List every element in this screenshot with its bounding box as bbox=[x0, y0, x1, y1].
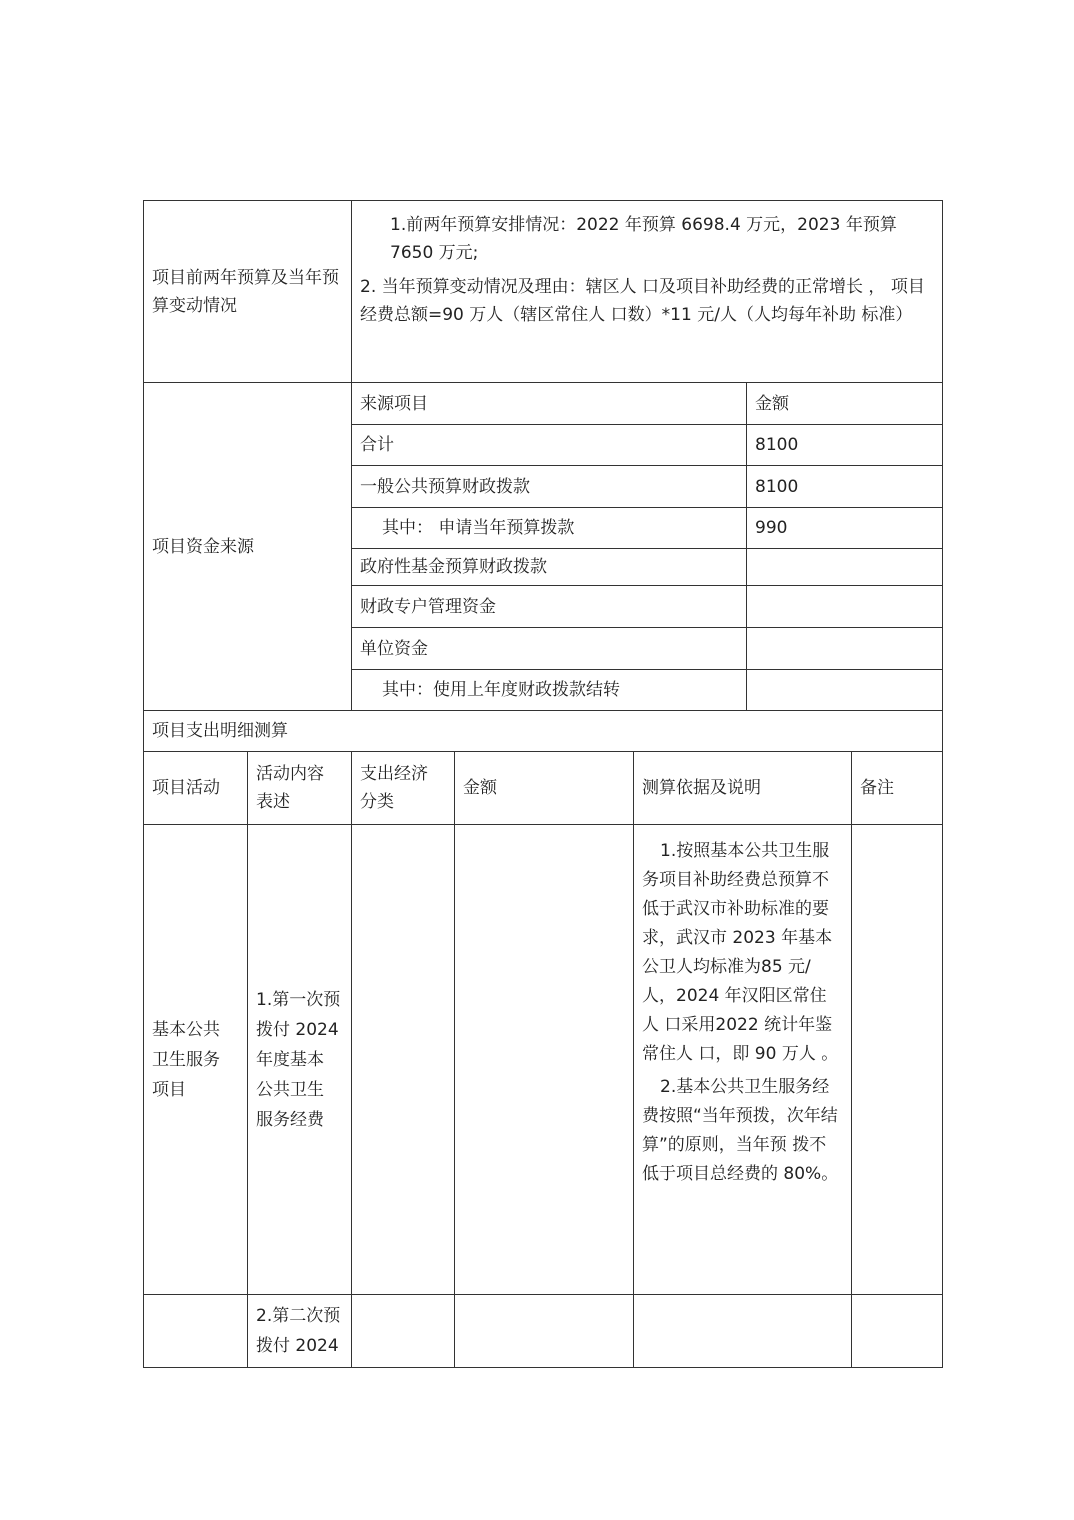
funding-amount bbox=[747, 549, 943, 586]
budget-change-row bbox=[144, 201, 943, 383]
row-amount bbox=[455, 1295, 634, 1368]
budget-history-text: 1.前两年预算安排情况：2022 年预算 6698.4 万元，2023 年预算 7650 万元; bbox=[390, 215, 897, 263]
budget-funding-table bbox=[143, 200, 943, 752]
detail-title-row bbox=[144, 711, 943, 752]
row-basis bbox=[634, 825, 852, 1295]
funding-amount bbox=[747, 670, 943, 711]
row-activity bbox=[144, 1295, 248, 1368]
detail-row bbox=[144, 1295, 943, 1368]
funding-source-label: 项目资金来源 bbox=[144, 383, 352, 711]
row-econ-class bbox=[352, 1295, 455, 1368]
header-activity: 项目活动 bbox=[144, 752, 248, 825]
basis-paragraph-1: 1.按照基本公共卫生服务项目补助经费总预算不低于武汉市补助标准的要求，武汉市 2023 年基本公卫人均标准为85 元/人，2024 年汉阳区常住人 口采用2022 统计年鉴常住人 口，即 90 万人 。 bbox=[642, 841, 839, 1064]
funding-item: 其中：使用上年度财政拨款结转 bbox=[352, 670, 747, 711]
funding-amount: 8100 bbox=[747, 466, 943, 508]
budget-change-label: 项目前两年预算及当年预算变动情况 bbox=[144, 201, 352, 383]
expenditure-detail-table bbox=[143, 751, 943, 1368]
funding-item: 合计 bbox=[352, 425, 747, 466]
row-content: 1.第一次预 拨付 2024 年度基本 公共卫生 服务经费 bbox=[248, 825, 352, 1295]
header-econ-class: 支出经济 分类 bbox=[352, 752, 455, 825]
funding-item: 一般公共预算财政拨款 bbox=[352, 466, 747, 508]
row-remark bbox=[852, 825, 943, 1295]
budget-change-reason-text: 2. 当年预算变动情况及理由：辖区人 口及项目补助经费的正常增长 ， 项目经费总额=90 万人（辖区常住人 口数）*11 元/人（人均每年补助 标准） bbox=[360, 277, 925, 325]
funding-item: 政府性基金预算财政拨款 bbox=[352, 549, 747, 586]
header-basis: 测算依据及说明 bbox=[634, 752, 852, 825]
row-econ-class bbox=[352, 825, 455, 1295]
row-amount bbox=[455, 825, 634, 1295]
row-remark bbox=[852, 1295, 943, 1368]
funding-item: 其中： 申请当年预算拨款 bbox=[352, 508, 747, 549]
funding-header-amount: 金额 bbox=[747, 383, 943, 425]
funding-item: 单位资金 bbox=[352, 628, 747, 670]
budget-change-content bbox=[352, 201, 943, 383]
header-amount: 金额 bbox=[455, 752, 634, 825]
detail-section-title: 项目支出明细测算 bbox=[144, 711, 943, 752]
funding-item: 财政专户管理资金 bbox=[352, 586, 747, 628]
row-basis bbox=[634, 1295, 852, 1368]
detail-row bbox=[144, 825, 943, 1295]
header-content: 活动内容 表述 bbox=[248, 752, 352, 825]
header-remark: 备注 bbox=[852, 752, 943, 825]
funding-amount: 8100 bbox=[747, 425, 943, 466]
funding-amount bbox=[747, 628, 943, 670]
funding-header-item: 来源项目 bbox=[352, 383, 747, 425]
funding-amount bbox=[747, 586, 943, 628]
funding-header-row bbox=[144, 383, 943, 425]
row-content: 2.第二次预 拨付 2024 bbox=[248, 1295, 352, 1368]
row-activity: 基本公共 卫生服务 项目 bbox=[144, 825, 248, 1295]
detail-header-row bbox=[144, 752, 943, 825]
basis-paragraph-2: 2.基本公共卫生服务经费按照“当年预拨，次年结算”的原则，当年预 拨不低于项目总经费的 80%。 bbox=[642, 1077, 839, 1184]
funding-amount: 990 bbox=[747, 508, 943, 549]
